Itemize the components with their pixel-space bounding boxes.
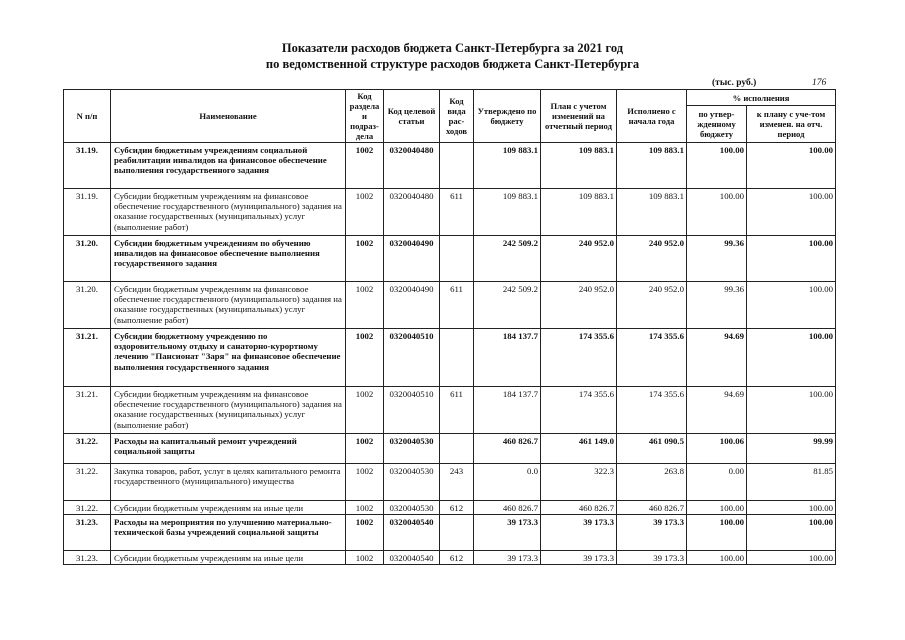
row-pct-utv: 99.36 bbox=[687, 282, 747, 329]
row-celevaya: 0320040480 bbox=[384, 143, 440, 189]
row-pct-utv: 100.00 bbox=[687, 515, 747, 551]
row-razdel: 1002 bbox=[346, 515, 384, 551]
row-num: 31.21. bbox=[64, 329, 111, 387]
row-celevaya: 0320040540 bbox=[384, 551, 440, 565]
row-vid bbox=[440, 515, 474, 551]
row-razdel: 1002 bbox=[346, 189, 384, 236]
row-name: Субсидии бюджетным учреждениям на иные цели bbox=[111, 551, 346, 565]
row-celevaya: 0320040530 bbox=[384, 501, 440, 515]
row-name: Субсидии бюджетному учреждению по оздоровительному отдыху и санаторно-курортному лечению "Пансионат "Заря" на финансовое обеспечение выполнения государственного задания bbox=[111, 329, 346, 387]
row-pct-plan: 100.00 bbox=[747, 282, 836, 329]
row-pct-utv: 100.06 bbox=[687, 434, 747, 464]
row-celevaya: 0320040530 bbox=[384, 464, 440, 501]
row-pct-plan: 100.00 bbox=[747, 387, 836, 434]
row-isp: 109 883.1 bbox=[617, 143, 687, 189]
row-pct-plan: 100.00 bbox=[747, 515, 836, 551]
row-name: Расходы на капитальный ремонт учреждений социальной защиты bbox=[111, 434, 346, 464]
row-razdel: 1002 bbox=[346, 282, 384, 329]
units-label: (тыс. руб.) bbox=[712, 78, 757, 88]
row-vid: 612 bbox=[440, 551, 474, 565]
row-celevaya: 0320040530 bbox=[384, 434, 440, 464]
row-utv: 0.0 bbox=[474, 464, 541, 501]
row-isp: 174 355.6 bbox=[617, 387, 687, 434]
document-subtitle: по ведомственной структуре расходов бюджета Санкт-Петербурга bbox=[265, 57, 640, 71]
row-celevaya: 0320040490 bbox=[384, 236, 440, 282]
col-header-celevaya: Код целевой статьи bbox=[384, 90, 440, 143]
row-isp: 263.8 bbox=[617, 464, 687, 501]
row-plan: 39 173.3 bbox=[541, 515, 617, 551]
row-pct-utv: 100.00 bbox=[687, 501, 747, 515]
row-num: 31.19. bbox=[64, 189, 111, 236]
row-num: 31.22. bbox=[64, 434, 111, 464]
row-pct-utv: 94.69 bbox=[687, 387, 747, 434]
row-plan: 109 883.1 bbox=[541, 189, 617, 236]
row-pct-plan: 100.00 bbox=[747, 329, 836, 387]
row-pct-utv: 100.00 bbox=[687, 143, 747, 189]
col-header-isp: Исполнено с начала года bbox=[617, 90, 687, 143]
table-row bbox=[64, 236, 836, 282]
budget-table bbox=[63, 89, 836, 565]
row-isp: 461 090.5 bbox=[617, 434, 687, 464]
row-pct-plan: 100.00 bbox=[747, 189, 836, 236]
row-num: 31.23. bbox=[64, 551, 111, 565]
row-name: Субсидии бюджетным учреждениям на иные цели bbox=[111, 501, 346, 515]
row-utv: 242 509.2 bbox=[474, 282, 541, 329]
row-utv: 184 137.7 bbox=[474, 387, 541, 434]
row-vid: 243 bbox=[440, 464, 474, 501]
col-header-razdel: Код раздела и подраз-дела bbox=[346, 90, 384, 143]
row-pct-utv: 0.00 bbox=[687, 464, 747, 501]
row-utv: 109 883.1 bbox=[474, 189, 541, 236]
row-vid bbox=[440, 236, 474, 282]
row-num: 31.22. bbox=[64, 464, 111, 501]
table-row bbox=[64, 551, 836, 565]
row-razdel: 1002 bbox=[346, 387, 384, 434]
table-row bbox=[64, 387, 836, 434]
row-pct-plan: 100.00 bbox=[747, 551, 836, 565]
row-razdel: 1002 bbox=[346, 501, 384, 515]
row-utv: 39 173.3 bbox=[474, 551, 541, 565]
row-razdel: 1002 bbox=[346, 551, 384, 565]
col-header-vid: Код вида рас-ходов bbox=[440, 90, 474, 143]
table-row bbox=[64, 464, 836, 501]
row-pct-plan: 100.00 bbox=[747, 501, 836, 515]
row-name: Субсидии бюджетным учреждениям на финансовое обеспечение государственного (муниципального) задания на оказание государственных (муниципальных) услуг (выполнение работ) bbox=[111, 282, 346, 329]
row-vid bbox=[440, 329, 474, 387]
document-title: Показатели расходов бюджета Санкт-Петербурга за 2021 год bbox=[281, 41, 624, 55]
col-header-plan: План с учетом изменений на отчетный период bbox=[541, 90, 617, 143]
table-body bbox=[64, 143, 836, 565]
row-utv: 39 173.3 bbox=[474, 515, 541, 551]
row-celevaya: 0320040480 bbox=[384, 189, 440, 236]
row-razdel: 1002 bbox=[346, 143, 384, 189]
row-isp: 174 355.6 bbox=[617, 329, 687, 387]
row-utv: 109 883.1 bbox=[474, 143, 541, 189]
row-isp: 240 952.0 bbox=[617, 282, 687, 329]
row-plan: 322.3 bbox=[541, 464, 617, 501]
row-razdel: 1002 bbox=[346, 236, 384, 282]
row-name: Закупка товаров, работ, услуг в целях капитального ремонта государственного (муниципального) имущества bbox=[111, 464, 346, 501]
row-vid bbox=[440, 434, 474, 464]
row-vid: 612 bbox=[440, 501, 474, 515]
table-row bbox=[64, 501, 836, 515]
table-row bbox=[64, 515, 836, 551]
row-celevaya: 0320040510 bbox=[384, 329, 440, 387]
table-row bbox=[64, 143, 836, 189]
row-pct-utv: 100.00 bbox=[687, 551, 747, 565]
row-isp: 39 173.3 bbox=[617, 551, 687, 565]
row-num: 31.20. bbox=[64, 236, 111, 282]
row-razdel: 1002 bbox=[346, 464, 384, 501]
col-header-pct-group: % исполнения bbox=[687, 90, 836, 106]
col-header-num: N п/п bbox=[64, 90, 111, 143]
row-plan: 174 355.6 bbox=[541, 329, 617, 387]
row-pct-utv: 100.00 bbox=[687, 189, 747, 236]
table-row bbox=[64, 189, 836, 236]
row-vid: 611 bbox=[440, 282, 474, 329]
row-utv: 460 826.7 bbox=[474, 434, 541, 464]
row-num: 31.21. bbox=[64, 387, 111, 434]
table-row bbox=[64, 434, 836, 464]
row-name: Субсидии бюджетным учреждениям на финансовое обеспечение государственного (муниципального) задания на оказание государственных (муниципальных) услуг (выполнение работ) bbox=[111, 189, 346, 236]
row-plan: 39 173.3 bbox=[541, 551, 617, 565]
row-pct-plan: 100.00 bbox=[747, 236, 836, 282]
row-pct-plan: 100.00 bbox=[747, 143, 836, 189]
row-razdel: 1002 bbox=[346, 329, 384, 387]
row-vid bbox=[440, 143, 474, 189]
table-row bbox=[64, 329, 836, 387]
row-num: 31.19. bbox=[64, 143, 111, 189]
row-num: 31.20. bbox=[64, 282, 111, 329]
row-vid: 611 bbox=[440, 189, 474, 236]
row-num: 31.23. bbox=[64, 515, 111, 551]
row-plan: 461 149.0 bbox=[541, 434, 617, 464]
row-name: Субсидии бюджетным учреждениям по обучению инвалидов на финансовое обеспечение выполнения государственного задания bbox=[111, 236, 346, 282]
row-isp: 109 883.1 bbox=[617, 189, 687, 236]
row-plan: 240 952.0 bbox=[541, 236, 617, 282]
row-pct-plan: 81.85 bbox=[747, 464, 836, 501]
row-celevaya: 0320040510 bbox=[384, 387, 440, 434]
col-header-name: Наименование bbox=[111, 90, 346, 143]
page-number: 176 bbox=[812, 78, 827, 88]
row-utv: 242 509.2 bbox=[474, 236, 541, 282]
row-plan: 460 826.7 bbox=[541, 501, 617, 515]
row-pct-plan: 99.99 bbox=[747, 434, 836, 464]
col-header-pct-plan: к плану с уче-том изменен. на отч. период bbox=[747, 106, 836, 143]
row-celevaya: 0320040490 bbox=[384, 282, 440, 329]
row-vid: 611 bbox=[440, 387, 474, 434]
row-name: Субсидии бюджетным учреждениям социальной реабилитации инвалидов на финансовое обеспечение выполнения государственного задания bbox=[111, 143, 346, 189]
row-isp: 460 826.7 bbox=[617, 501, 687, 515]
row-razdel: 1002 bbox=[346, 434, 384, 464]
row-celevaya: 0320040540 bbox=[384, 515, 440, 551]
row-plan: 240 952.0 bbox=[541, 282, 617, 329]
row-num: 31.22. bbox=[64, 501, 111, 515]
row-isp: 240 952.0 bbox=[617, 236, 687, 282]
row-plan: 174 355.6 bbox=[541, 387, 617, 434]
row-pct-utv: 99.36 bbox=[687, 236, 747, 282]
table-row bbox=[64, 282, 836, 329]
row-name: Расходы на мероприятия по улучшению материально-технической базы учреждений социальной защиты bbox=[111, 515, 346, 551]
row-utv: 460 826.7 bbox=[474, 501, 541, 515]
row-plan: 109 883.1 bbox=[541, 143, 617, 189]
col-header-pct-utv: по утвер-жденному бюджету bbox=[687, 106, 747, 143]
row-isp: 39 173.3 bbox=[617, 515, 687, 551]
col-header-utv: Утверждено по бюджету bbox=[474, 90, 541, 143]
row-name: Субсидии бюджетным учреждениям на финансовое обеспечение государственного (муниципального) задания на оказание государственных (муниципальных) услуг (выполнение работ) bbox=[111, 387, 346, 434]
row-pct-utv: 94.69 bbox=[687, 329, 747, 387]
row-utv: 184 137.7 bbox=[474, 329, 541, 387]
